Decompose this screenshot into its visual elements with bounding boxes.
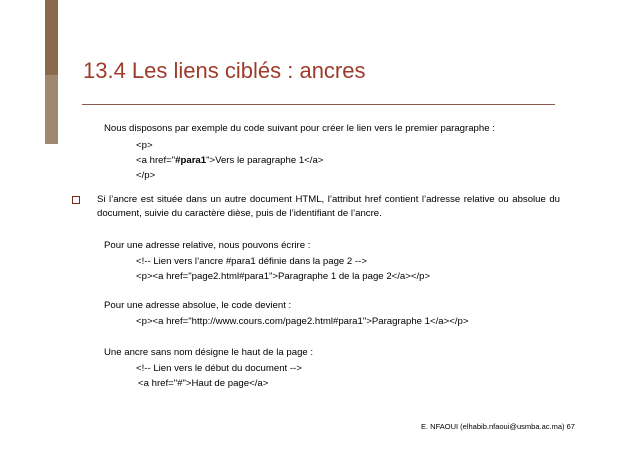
top-code-link: <a href="#">Haut de page</a> (138, 378, 269, 389)
intro-text: Nous disposons par exemple du code suivant pour créer le lien vers le premier paragraphe : (104, 123, 495, 134)
relative-code-link: <p><a href="page2.html#para1">Paragraphe 1 de la page 2</a></p> (136, 271, 431, 282)
code-anchor-id: #para1 (175, 155, 207, 166)
code-line-p-close: </p> (136, 170, 156, 181)
footer-credit-page: E. NFAOUI (elhabib.nfaoui@usmba.ac.ma) 67 (421, 422, 575, 431)
decorative-side-bar-top (45, 0, 58, 75)
bullet-paragraph: Si l’ancre est située dans un autre document HTML, l’attribut href contient l’adresse relative ou absolue du document, suivie du caractère dièse, puis de l’identifiant de l’ancre. (97, 194, 560, 219)
title-underline (82, 104, 555, 105)
relative-code-comment: <!-- Lien vers l’ancre #para1 définie dans la page 2 --> (136, 256, 367, 267)
slide-title: 13.4 Les liens ciblés : ancres (83, 58, 366, 83)
top-heading: Une ancre sans nom désigne le haut de la page : (104, 347, 314, 358)
code-line-anchor-link (136, 155, 323, 167)
top-code-comment: <!-- Lien vers le début du document --> (136, 363, 302, 374)
code-text: ">Vers le paragraphe 1</a> (206, 155, 324, 166)
code-text: <a href=" (136, 155, 176, 166)
code-line-p-open: <p> (136, 140, 153, 151)
absolute-code-link: <p><a href="http://www.cours.com/page2.html#para1">Paragraphe 1</a></p> (136, 316, 469, 327)
decorative-side-bar-bottom (45, 75, 58, 144)
relative-heading: Pour une adresse relative, nous pouvons écrire : (104, 240, 311, 251)
bullet-square-icon (72, 196, 80, 204)
absolute-heading: Pour une adresse absolue, le code devient : (104, 300, 292, 311)
